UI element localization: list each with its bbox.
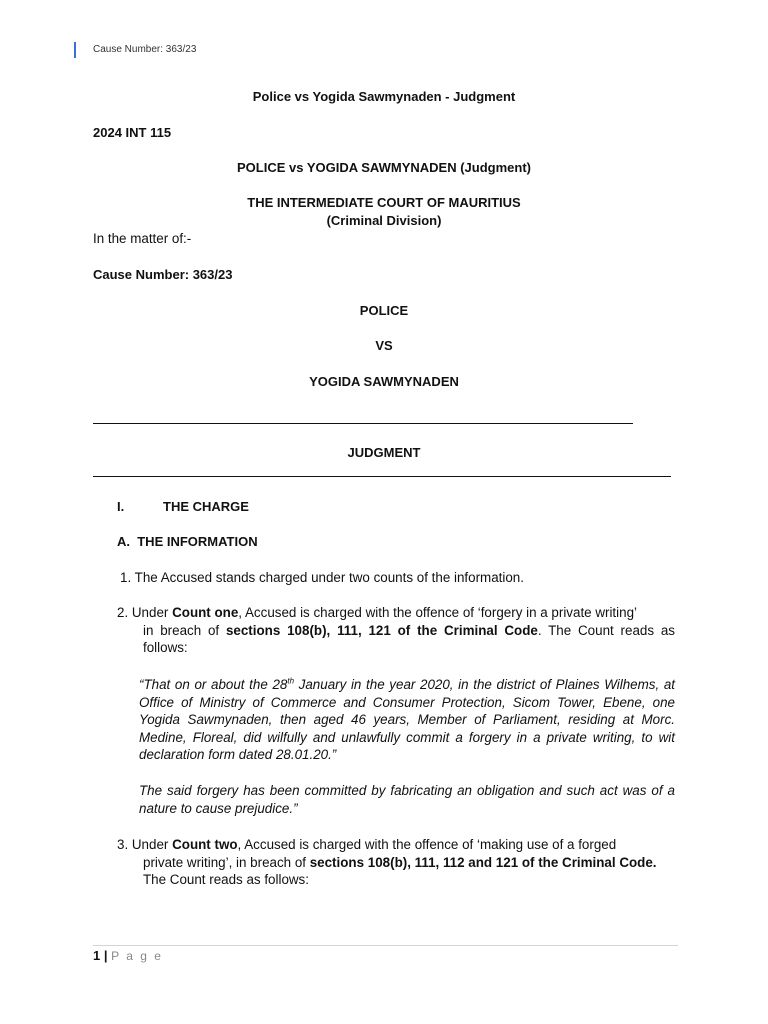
section-number: I. <box>117 499 125 514</box>
paragraph-2: 2. Under Count one, Accused is charged with the offence of ‘forgery in a private writing’ in breach of sections 108(b), 111, 121 of the Criminal Code. The Count reads as follows: <box>117 605 675 655</box>
judgment-heading: JUDGMENT <box>347 445 421 460</box>
court-name: THE INTERMEDIATE COURT OF MAURITIUS <box>247 195 521 210</box>
count-one-label: Count one <box>172 605 239 620</box>
court-division: (Criminal Division) <box>326 213 442 228</box>
page-number: 1 <box>93 948 101 963</box>
count-one-sections: sections 108(b), 111, 121 of the Criminal Code <box>225 622 538 638</box>
divider-bottom <box>93 476 671 477</box>
cause-number: Cause Number: 363/23 <box>93 267 233 282</box>
party-vs: VS <box>375 338 393 353</box>
citation: 2024 INT 115 <box>93 125 172 140</box>
footer-divider <box>93 945 678 946</box>
paragraph-1: 1. The Accused stands charged under two counts of the information. <box>120 570 524 585</box>
divider-top <box>93 423 633 424</box>
matter-label: In the matter of:- <box>93 231 192 246</box>
case-title: POLICE vs YOGIDA SAWMYNADEN (Judgment) <box>237 160 531 175</box>
count-two-sections: sections 108(b), 111, 112 and 121 of the Criminal Code. <box>309 854 657 870</box>
quote-forgery-details: The said forgery has been committed by fabricating an obligation and such act was of a nature to cause prejudice.” <box>139 783 675 816</box>
page-label: P a g e <box>111 949 163 963</box>
header-marker <box>74 42 76 58</box>
subsection-title: THE INFORMATION <box>137 534 258 549</box>
footer-separator: | <box>103 948 108 963</box>
section-title: THE CHARGE <box>163 499 249 514</box>
page-footer <box>93 948 163 963</box>
header-cause-number: Cause Number: 363/23 <box>93 44 197 55</box>
subsection-number: A. <box>117 534 130 549</box>
party-defendant: YOGIDA SAWMYNADEN <box>309 374 459 389</box>
count-two-label: Count two <box>172 837 238 852</box>
subsection-heading <box>117 534 258 549</box>
party-plaintiff: POLICE <box>359 303 409 318</box>
document-title: Police vs Yogida Sawmynaden - Judgment <box>252 89 516 104</box>
paragraph-3: 3. Under Count two, Accused is charged with the offence of ‘making use of a forged private writing’, in breach of sections 108(b), 111, 112 and 121 of the Criminal Code. The Count reads as follows: <box>117 837 657 887</box>
quote-count-one: “That on or about the 28th January in the year 2020, in the district of Plaines Wilhems, at Office of Ministry of Commerce and Consumer Protection, Sicom Tower, Ebene, one Yogida Sawmynaden, then aged 46 years, Member of Parliament, residing at Morc. Medine, Floreal, did wilfully and unlawfully commit a forgery in a private writing, to wit declaration form dated 28.01.20.” <box>139 676 675 762</box>
